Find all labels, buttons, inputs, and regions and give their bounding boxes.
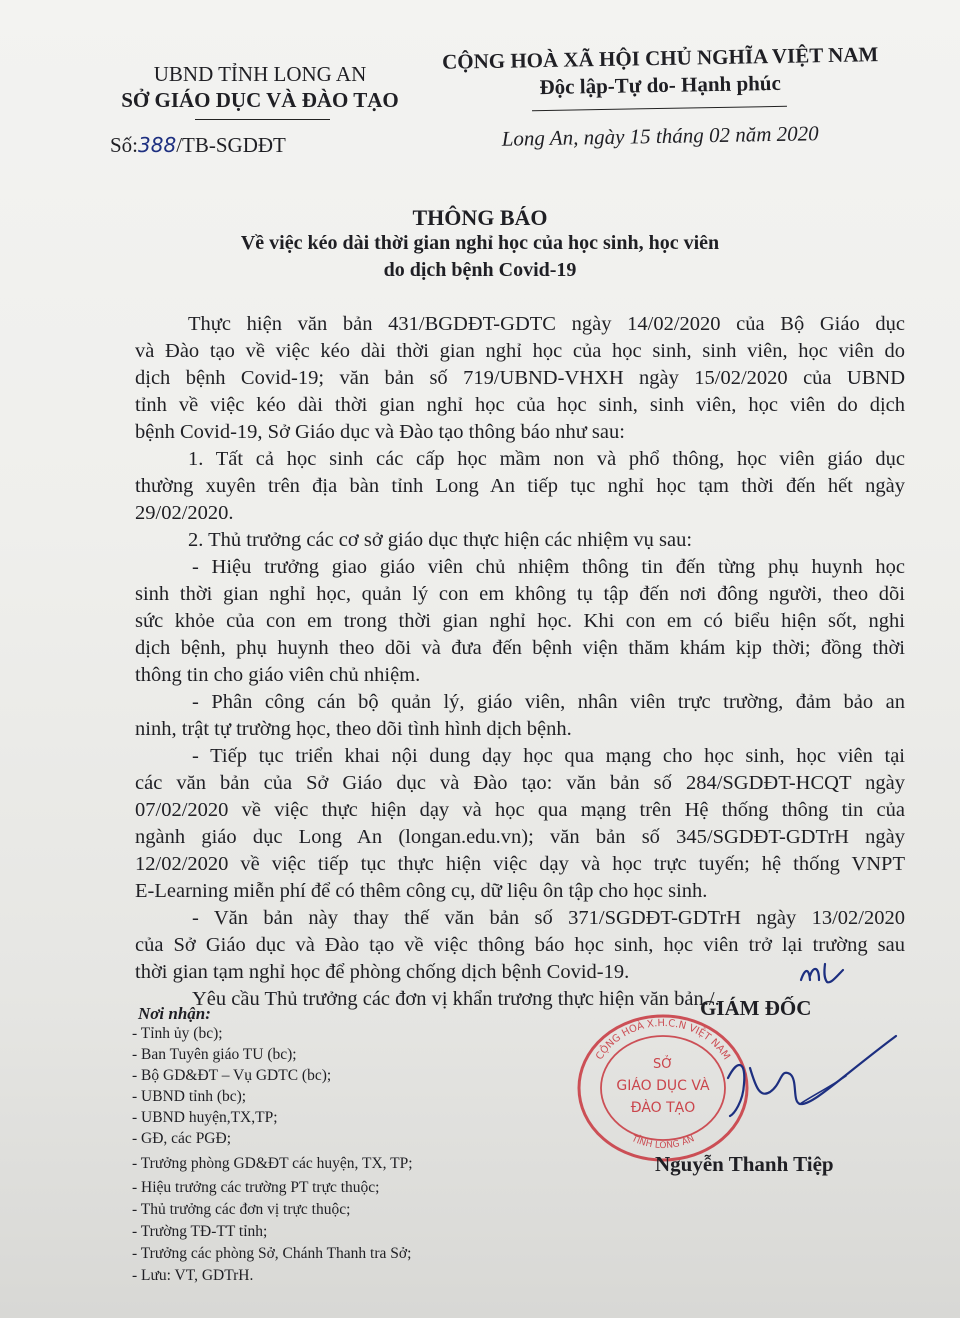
document-number-prefix: Số: (110, 133, 139, 157)
handwritten-signature (700, 1018, 905, 1148)
body-line: Thực hiện văn bản 431/BGDĐT-GDTC ngày 14/02/2020 của Bộ Giáo dục (188, 313, 905, 335)
recipient-item: - Lưu: VT, GDTrH. (132, 1267, 254, 1284)
body-line: của Sở Giáo dục và Đào tạo về việc thông báo học sinh, học viên trở lại trường sau (135, 934, 905, 956)
document-title: THÔNG BÁO (412, 205, 548, 230)
recipient-item: - Hiệu trưởng các trường PT trực thuộc; (132, 1179, 380, 1196)
document-number (110, 133, 286, 158)
stamp-center-line1: SỞ (652, 1057, 674, 1072)
body-line: thời gian tạm nghỉ học để phòng chống dịch bệnh Covid-19. (135, 961, 630, 983)
body-line: và Đào tạo về việc kéo dài thời gian nghỉ học của học sinh, sinh viên, học viên do (135, 340, 905, 362)
document-number-suffix: /TB-SGDĐT (176, 133, 286, 157)
agency-underline (195, 119, 330, 120)
body-line: sức khỏe của con em trong thời gian nghỉ học. Khi con em có biểu hiện sốt, nghi (135, 610, 905, 632)
signer-title: GIÁM ĐỐC (700, 996, 812, 1020)
body-line: 07/02/2020 về việc thực hiện dạy và học qua mạng trên Hệ thống thông tin của (135, 799, 905, 821)
recipient-item: - Trưởng các phòng Sở, Chánh Thanh tra Sở; (132, 1245, 412, 1262)
stamp-center-line2: GIÁO DỤC VÀ (616, 1078, 710, 1094)
signer-name: Nguyễn Thanh Tiệp (655, 1152, 834, 1176)
body-line: thông tin cho giáo viên chủ nhiệm. (135, 664, 421, 686)
agency-parent: UBND TỈNH LONG AN (153, 62, 367, 86)
date-line: Long An, ngày 15 tháng 02 năm 2020 (501, 121, 819, 151)
recipient-item: - GĐ, các PGĐ; (132, 1130, 232, 1147)
stamp-outer-text: CỘNG HOÀ X.H.C.N VIỆT NAM (594, 1017, 732, 1063)
recipient-item: - Ban Tuyên giáo TU (bc); (132, 1046, 297, 1063)
recipient-item: - Bộ GD&ĐT – Vụ GDTC (bc); (132, 1067, 332, 1084)
recipients-title: Nơi nhận: (138, 1004, 211, 1023)
body-line: - Văn bản này thay thế văn bản số 371/SGDĐT-GDTrH ngày 13/02/2020 (192, 907, 905, 929)
stamp-center-line3: ĐÀO TẠO (630, 1100, 696, 1116)
recipient-item: - UBND tỉnh (bc); (132, 1088, 247, 1105)
body-line: dịch bệnh, phụ huynh theo dõi và đưa đến bệnh viện thăm khám kịp thời; đồng thời (135, 637, 905, 659)
document-subtitle-line2: do dịch bệnh Covid-19 (383, 259, 577, 281)
document-number-handwritten: 388 (138, 133, 177, 157)
body-line: - Hiệu trưởng giao giáo viên chủ nhiệm thông tin đến từng phụ huynh học (192, 556, 905, 578)
body-line: bệnh Covid-19, Sở Giáo dục và Đào tạo thông báo như sau: (135, 421, 625, 443)
closing-request: Yêu cầu Thủ trưởng các đơn vị khẩn trương thực hiện văn bản./. (192, 988, 720, 1010)
body-line: các văn bản của Sở Giáo dục và Đào tạo: văn bản số 284/SGDĐT-HCQT ngày (135, 772, 905, 794)
body-line: 1. Tất cả học sinh các cấp học mầm non và phổ thông, học viên giáo dục (188, 448, 905, 470)
body-line: 12/02/2020 về việc tiếp tục thực hiện việc dạy và học trực tuyến; hệ thống VNPT (135, 853, 905, 875)
body-line: - Phân công cán bộ quản lý, giáo viên, nhân viên trực trường, đảm bảo an (192, 691, 905, 713)
body-line: E-Learning miễn phí để có thêm công cụ, dữ liệu ôn tập cho học sinh. (135, 880, 708, 902)
recipient-item: - UBND huyện,TX,TP; (132, 1109, 278, 1126)
recipient-item: - Trưởng phòng GD&ĐT các huyện, TX, TP; (132, 1155, 413, 1172)
body-line: 2. Thủ trưởng các cơ sở giáo dục thực hiện các nhiệm vụ sau: (188, 529, 693, 551)
body-line: ninh, trật tự trường học, theo dõi tình hình dịch bệnh. (135, 718, 572, 740)
body-line: ngành giáo dục Long An (longan.edu.vn); văn bản số 345/SGDĐT-GDTrH ngày (135, 826, 905, 848)
stamp-bottom-text: TỈNH LONG AN (629, 1134, 697, 1152)
recipient-item: - Tỉnh ủy (bc); (132, 1025, 223, 1042)
national-title: CỘNG HOÀ XÃ HỘI CHỦ NGHĨA VIỆT NAM (441, 42, 879, 74)
motto-underline (532, 106, 787, 111)
recipient-item: - Trường TĐ-TT tỉnh; (132, 1223, 268, 1240)
body-line: dịch bệnh Covid-19; văn bản số 719/UBND-VHXH ngày 15/02/2020 của UBND (135, 367, 905, 389)
recipient-item: - Thủ trưởng các đơn vị trực thuộc; (132, 1201, 351, 1218)
body-line: thường xuyên trên địa bàn tỉnh Long An tiếp tục nghỉ học tạm thời đến hết ngày (135, 475, 905, 497)
body-line: - Tiếp tục triển khai nội dung dạy học qua mạng cho học sinh, học viên tại (192, 745, 905, 767)
national-motto: Độc lập-Tự do- Hạnh phúc (539, 70, 782, 100)
body-line: tỉnh về việc kéo dài thời gian nghỉ học của học sinh, sinh viên, học viên do dịch (135, 394, 905, 416)
body-line: sinh thời gian nghỉ học, quản lý con em không tụ tập đến nơi đông người, theo dõi (135, 583, 905, 605)
handwritten-initial-mark (797, 958, 849, 988)
agency-name: SỞ GIÁO DỤC VÀ ĐÀO TẠO (121, 88, 399, 112)
document-subtitle-line1: Về việc kéo dài thời gian nghỉ học của học sinh, học viên (240, 232, 720, 254)
body-line: 29/02/2020. (135, 502, 234, 524)
